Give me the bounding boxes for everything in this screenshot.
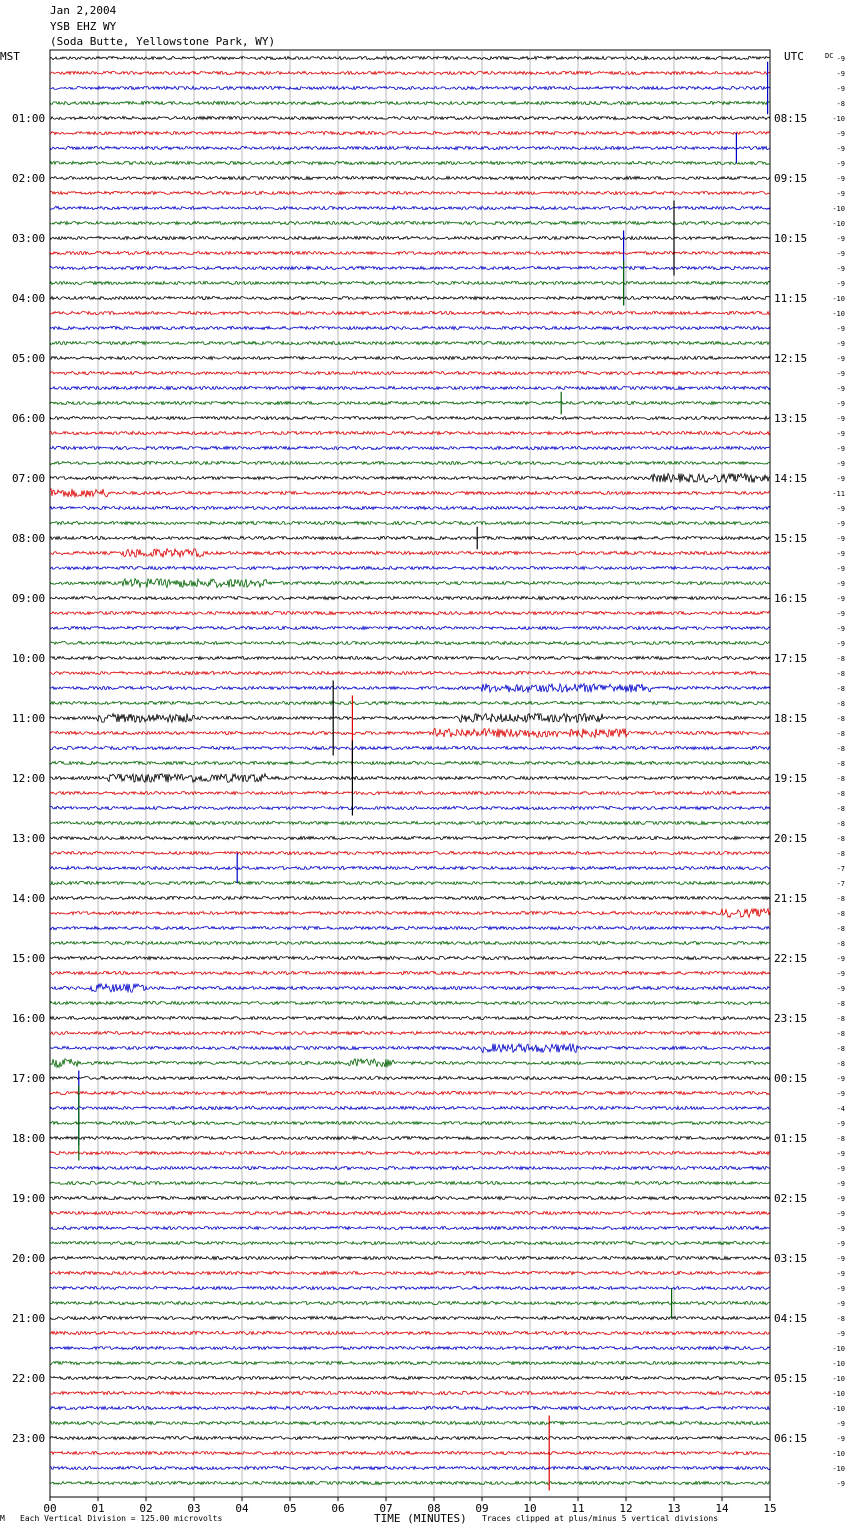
dc-offset-label: -9: [836, 550, 845, 558]
scale-note: Each Vertical Division = 125.00 microvolts: [20, 1514, 223, 1523]
left-hour-label: 03:00: [12, 232, 46, 245]
dc-offset-label: -10: [832, 115, 845, 123]
left-hour-label: 01:00: [12, 112, 46, 125]
dc-offset-label: -8: [836, 1060, 845, 1068]
trace-line: [50, 1316, 770, 1319]
dc-offset-label: -8: [836, 1045, 845, 1053]
dc-offset-label: -11: [832, 490, 845, 498]
left-hour-label: 20:00: [12, 1252, 46, 1265]
trace-line: [50, 431, 770, 434]
dc-offset-label: -8: [836, 730, 845, 738]
dc-offset-label: -9: [836, 1240, 845, 1248]
dc-offset-label: -9: [836, 1180, 845, 1188]
trace-line: [50, 956, 770, 959]
trace-line: [50, 1226, 770, 1229]
trace-line: [50, 131, 770, 134]
trace-line: [50, 1031, 770, 1034]
right-hour-label: 14:15: [774, 472, 808, 485]
dc-offset-label: -9: [836, 565, 845, 573]
clip-note: Traces clipped at plus/minus 5 vertical divisions: [482, 1514, 719, 1523]
trace-line: [50, 566, 770, 569]
x-tick-label: 15: [763, 1502, 777, 1515]
dc-offset-label: -10: [832, 205, 845, 213]
trace-line: [50, 671, 770, 674]
right-hour-label: 19:15: [774, 772, 808, 785]
trace-line: [50, 146, 770, 149]
dc-offset-label: -8: [836, 910, 845, 918]
trace-line: [50, 1076, 770, 1079]
trace-line: [50, 1136, 770, 1139]
right-hour-labels: [774, 112, 807, 1445]
left-hour-label: 23:00: [12, 1432, 46, 1445]
left-hour-label: 02:00: [12, 172, 46, 185]
dc-offset-label: -9: [836, 415, 845, 423]
dc-offset-label: -9: [836, 1210, 845, 1218]
trace-line: [50, 941, 770, 944]
dc-offset-label: -8: [836, 745, 845, 753]
left-hour-label: 05:00: [12, 352, 46, 365]
header-date: Jan 2,2004: [50, 4, 117, 17]
x-tick-label: 10: [523, 1502, 537, 1515]
left-hour-label: 17:00: [12, 1072, 46, 1085]
trace-line: [50, 116, 770, 119]
left-hour-label: 15:00: [12, 952, 46, 965]
dc-offset-label: -8: [836, 100, 845, 108]
x-tick-label: 08: [427, 1502, 441, 1515]
dc-offset-label: -9: [836, 1165, 845, 1173]
dc-offset-label: -9: [836, 70, 845, 78]
left-hour-label: 08:00: [12, 532, 46, 545]
dc-offset-label: -9: [836, 475, 845, 483]
left-hour-label: 14:00: [12, 892, 46, 905]
dc-offset-label: -8: [836, 925, 845, 933]
left-hour-label: 10:00: [12, 652, 46, 665]
dc-offset-label: -9: [836, 1300, 845, 1308]
right-hour-label: 08:15: [774, 112, 808, 125]
left-hour-label: 07:00: [12, 472, 46, 485]
header-station: YSB EHZ WY: [50, 20, 117, 33]
trace-line: [50, 656, 770, 659]
dc-offset-label: -10: [832, 220, 845, 228]
dc-offset-label: -9: [836, 130, 845, 138]
trace-line: [50, 1106, 770, 1109]
dc-offset-label: -9: [836, 640, 845, 648]
trace-line: [50, 1151, 770, 1154]
dc-offset-label: -9: [836, 1480, 845, 1488]
right-hour-label: 01:15: [774, 1132, 808, 1145]
x-axis-title: TIME (MINUTES): [374, 1512, 467, 1525]
dc-offset-label: -9: [836, 1120, 845, 1128]
trace-line: [50, 1361, 770, 1364]
dc-offset-label: -9: [836, 505, 845, 513]
dc-offset-label: -9: [836, 970, 845, 978]
trace-line: [50, 191, 770, 194]
right-hour-label: 10:15: [774, 232, 808, 245]
trace-line: [50, 821, 770, 824]
trace-line: [50, 1166, 770, 1169]
trace-line: [50, 1256, 770, 1259]
trace-line: [50, 596, 770, 599]
trace-line: [50, 611, 770, 614]
trace-line: [50, 251, 770, 254]
left-hour-label: 21:00: [12, 1312, 46, 1325]
dc-offset-label: -9: [836, 535, 845, 543]
trace-line: [50, 1286, 770, 1289]
right-hour-label: 16:15: [774, 592, 808, 605]
dc-offset-label: -9: [836, 1330, 845, 1338]
trace-line: [50, 1436, 770, 1439]
trace-line: [50, 1271, 770, 1274]
trace-line: [50, 1121, 770, 1124]
dc-offset-label: -9: [836, 1255, 845, 1263]
left-hour-label: 12:00: [12, 772, 46, 785]
trace-line: [50, 626, 770, 629]
dc-offset-label: -8: [836, 1000, 845, 1008]
trace-line: [50, 729, 770, 738]
dc-offset-label: -9: [836, 250, 845, 258]
dc-offset-label: -9: [836, 625, 845, 633]
dc-offset-label: -9: [836, 610, 845, 618]
trace-line: [50, 326, 770, 329]
trace-line: [50, 881, 770, 884]
trace-line: [50, 866, 770, 869]
dc-offset-labels: [832, 55, 845, 1488]
trace-line: [50, 296, 770, 299]
right-hour-label: 13:15: [774, 412, 808, 425]
dc-offset-label: -7: [836, 865, 845, 873]
dc-offset-label: -9: [836, 265, 845, 273]
dc-offset-label: -8: [836, 700, 845, 708]
dc-label: DC: [825, 52, 834, 60]
dc-offset-label: -4: [836, 1105, 845, 1113]
trace-group: [50, 56, 770, 1490]
trace-line: [50, 266, 770, 269]
trace-line: [50, 341, 770, 344]
dc-offset-label: -9: [836, 1420, 845, 1428]
trace-line: [50, 806, 770, 809]
dc-offset-label: -8: [836, 790, 845, 798]
x-tick-label: 14: [715, 1502, 729, 1515]
trace-line: [50, 71, 770, 74]
dc-offset-label: -8: [836, 940, 845, 948]
left-hour-label: 13:00: [12, 832, 46, 845]
dc-offset-label: -10: [832, 1450, 845, 1458]
x-tick-label: 13: [667, 1502, 681, 1515]
right-hour-label: 17:15: [774, 652, 808, 665]
corner-mark: M: [0, 1514, 5, 1523]
trace-line: [50, 926, 770, 929]
trace-line: [50, 1044, 770, 1053]
dc-offset-label: -8: [836, 850, 845, 858]
dc-offset-label: -9: [836, 955, 845, 963]
right-hour-label: 23:15: [774, 1012, 808, 1025]
x-tick-label: 01: [91, 1502, 105, 1515]
dc-offset-label: -9: [836, 235, 845, 243]
left-hour-label: 16:00: [12, 1012, 46, 1025]
left-hour-label: 04:00: [12, 292, 46, 305]
grid-lines: [50, 50, 770, 1497]
trace-line: [50, 761, 770, 764]
dc-offset-label: -8: [836, 895, 845, 903]
trace-line: [50, 416, 770, 419]
dc-offset-label: -8: [836, 670, 845, 678]
dc-offset-label: -9: [836, 400, 845, 408]
dc-offset-label: -9: [836, 1435, 845, 1443]
dc-offset-label: -9: [836, 325, 845, 333]
trace-line: [50, 474, 770, 483]
trace-line: [50, 1451, 770, 1454]
dc-offset-label: -10: [832, 295, 845, 303]
trace-line: [50, 281, 770, 284]
trace-line: [50, 86, 770, 89]
dc-offset-label: -9: [836, 160, 845, 168]
mst-axis-label: MST: [0, 50, 20, 63]
right-hour-label: 00:15: [774, 1072, 808, 1085]
trace-line: [50, 971, 770, 974]
trace-line: [50, 746, 770, 749]
right-hour-label: 11:15: [774, 292, 808, 305]
left-hour-labels: [12, 112, 45, 1445]
trace-line: [50, 401, 770, 404]
trace-line: [50, 1466, 770, 1469]
trace-line: [50, 101, 770, 104]
dc-offset-label: -9: [836, 280, 845, 288]
trace-line: [50, 176, 770, 179]
trace-line: [50, 1346, 770, 1349]
dc-offset-label: -10: [832, 310, 845, 318]
dc-offset-label: -9: [836, 1090, 845, 1098]
x-tick-label: 12: [619, 1502, 633, 1515]
dc-offset-label: -9: [836, 595, 845, 603]
plot-frame: [50, 50, 770, 1497]
right-hour-label: 15:15: [774, 532, 808, 545]
trace-line: [50, 1406, 770, 1409]
dc-offset-label: -7: [836, 880, 845, 888]
right-hour-label: 12:15: [774, 352, 808, 365]
right-hour-label: 09:15: [774, 172, 808, 185]
dc-offset-label: -8: [836, 760, 845, 768]
x-tick-label: 02: [139, 1502, 153, 1515]
trace-line: [50, 161, 770, 164]
trace-line: [50, 684, 770, 693]
trace-line: [50, 1481, 770, 1484]
right-hour-label: 02:15: [774, 1192, 808, 1205]
dc-offset-label: -8: [836, 1015, 845, 1023]
trace-line: [50, 221, 770, 224]
dc-offset-label: -9: [836, 460, 845, 468]
dc-offset-label: -9: [836, 340, 845, 348]
dc-offset-label: -9: [836, 430, 845, 438]
trace-line: [50, 1181, 770, 1184]
trace-line: [50, 641, 770, 644]
dc-offset-label: -9: [836, 580, 845, 588]
dc-offset-label: -10: [832, 1345, 845, 1353]
dc-offset-label: -10: [832, 1405, 845, 1413]
trace-line: [50, 1091, 770, 1094]
dc-offset-label: -8: [836, 835, 845, 843]
dc-offset-label: -9: [836, 1075, 845, 1083]
trace-line: [50, 446, 770, 449]
right-hour-label: 03:15: [774, 1252, 808, 1265]
trace-line: [50, 791, 770, 794]
trace-line: [50, 371, 770, 374]
trace-line: [50, 774, 770, 783]
dc-offset-label: -9: [836, 1150, 845, 1158]
dc-offset-label: -10: [832, 1360, 845, 1368]
trace-line: [50, 536, 770, 539]
dc-offset-label: -8: [836, 805, 845, 813]
dc-offset-label: -9: [836, 985, 845, 993]
trace-line: [50, 701, 770, 704]
left-hour-label: 09:00: [12, 592, 46, 605]
dc-offset-label: -9: [836, 145, 845, 153]
right-hour-label: 18:15: [774, 712, 808, 725]
dc-offset-label: -9: [836, 385, 845, 393]
left-hour-label: 11:00: [12, 712, 46, 725]
trace-line: [50, 579, 770, 588]
dc-offset-label: -8: [836, 1135, 845, 1143]
left-hour-label: 22:00: [12, 1372, 46, 1385]
trace-line: [50, 1241, 770, 1244]
dc-offset-label: -10: [832, 1465, 845, 1473]
trace-line: [50, 1331, 770, 1334]
x-tick-label: 03: [187, 1502, 201, 1515]
trace-line: [50, 1016, 770, 1019]
x-tick-label: 05: [283, 1502, 297, 1515]
dc-offset-label: -8: [836, 655, 845, 663]
dc-offset-label: -8: [836, 775, 845, 783]
trace-line: [50, 1001, 770, 1004]
trace-line: [50, 1059, 770, 1068]
utc-axis-label: UTC: [784, 50, 804, 63]
x-tick-label: 00: [43, 1502, 57, 1515]
trace-line: [50, 1196, 770, 1199]
right-hour-label: 20:15: [774, 832, 808, 845]
trace-line: [50, 549, 770, 558]
trace-line: [50, 1421, 770, 1424]
dc-offset-label: -9: [836, 1285, 845, 1293]
left-hour-label: 06:00: [12, 412, 46, 425]
left-hour-label: 19:00: [12, 1192, 46, 1205]
dc-offset-label: -10: [832, 1375, 845, 1383]
trace-line: [50, 984, 770, 993]
dc-offset-label: -9: [836, 175, 845, 183]
left-hour-label: 18:00: [12, 1132, 46, 1145]
x-tick-label: 11: [571, 1502, 585, 1515]
x-tick-label: 04: [235, 1502, 249, 1515]
header-location: (Soda Butte, Yellowstone Park, WY): [50, 35, 276, 48]
trace-line: [50, 1211, 770, 1214]
trace-line: [50, 311, 770, 314]
right-hour-label: 21:15: [774, 892, 808, 905]
dc-offset-label: -8: [836, 1030, 845, 1038]
dc-offset-label: -9: [836, 520, 845, 528]
dc-offset-label: -9: [836, 85, 845, 93]
trace-line: [50, 851, 770, 854]
trace-line: [50, 356, 770, 359]
right-hour-label: 22:15: [774, 952, 808, 965]
right-hour-label: 06:15: [774, 1432, 808, 1445]
dc-offset-label: -10: [832, 1390, 845, 1398]
trace-line: [50, 206, 770, 209]
dc-offset-label: -9: [836, 445, 845, 453]
dc-offset-label: -9: [836, 1270, 845, 1278]
dc-offset-label: -9: [836, 355, 845, 363]
trace-line: [50, 714, 770, 723]
trace-line: [50, 56, 770, 59]
trace-line: [50, 896, 770, 899]
dc-offset-label: -8: [836, 685, 845, 693]
dc-offset-label: -8: [836, 715, 845, 723]
trace-line: [50, 1301, 770, 1304]
trace-line: [50, 1376, 770, 1379]
trace-line: [50, 836, 770, 839]
right-hour-label: 05:15: [774, 1372, 808, 1385]
dc-offset-label: -9: [836, 190, 845, 198]
dc-offset-label: -9: [836, 370, 845, 378]
x-tick-label: 06: [331, 1502, 345, 1515]
dc-offset-label: -8: [836, 820, 845, 828]
trace-line: [50, 1391, 770, 1394]
dc-offset-label: -9: [836, 1195, 845, 1203]
trace-line: [50, 461, 770, 464]
trace-line: [50, 909, 770, 918]
dc-offset-label: -8: [836, 1315, 845, 1323]
trace-line: [50, 386, 770, 389]
right-hour-label: 04:15: [774, 1312, 808, 1325]
trace-line: [50, 521, 770, 524]
x-tick-label: 09: [475, 1502, 489, 1515]
trace-line: [50, 489, 770, 498]
dc-offset-label: -9: [836, 1225, 845, 1233]
dc-offset-label: -9: [836, 55, 845, 63]
trace-line: [50, 236, 770, 239]
x-tick-label: 07: [379, 1502, 393, 1515]
trace-line: [50, 506, 770, 509]
